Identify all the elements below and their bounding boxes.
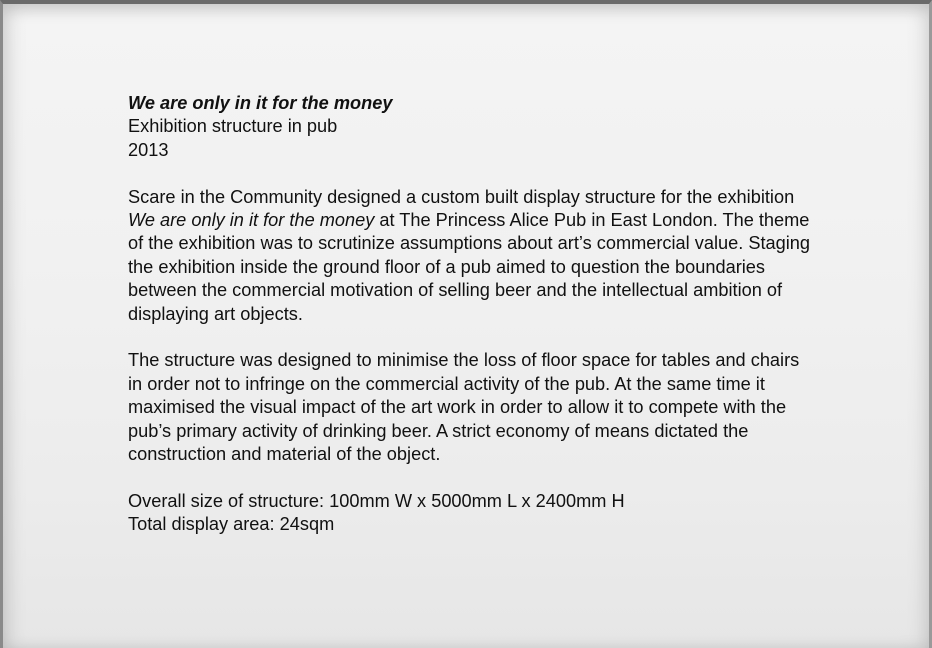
document-text [128,92,818,537]
spacer [128,162,818,185]
paragraph-description [128,186,818,326]
paragraph-structure: The structure was designed to minimise the loss of floor space for tables and chairs in order not to infringe on the commercial activity of the pub. At the same time it maximised the visual impact of the art work in order to allow it to compete with the pub’s primary activity of drinking beer. A strict economy of means dictated the construction and material of the object. [128,350,800,465]
spacer [128,326,818,349]
document-subtitle: Exhibition structure in pub [128,116,338,137]
spacer [128,466,818,489]
overall-size: Overall size of structure: 100mm W x 5000mm L x 2400mm H [128,490,625,511]
display-area: Total display area: 24sqm [128,514,335,535]
paragraph-description-part2: at The Princess Alice Pub in East London. The theme of the exhibition was to scrutinize assumptions about art’s commercial value. Staging the exhibition inside the ground floor of a pub aimed to question the boundaries between the commercial motivation of selling beer and the intellectual ambition of displaying art objects. [128,210,811,324]
document-title: We are only in it for the money [128,93,393,113]
paragraph-description-part1: Scare in the Community designed a custom built display structure for the exhibition [128,186,795,207]
document-year: 2013 [128,139,169,160]
exhibition-name: We are only in it for the money [128,210,375,231]
